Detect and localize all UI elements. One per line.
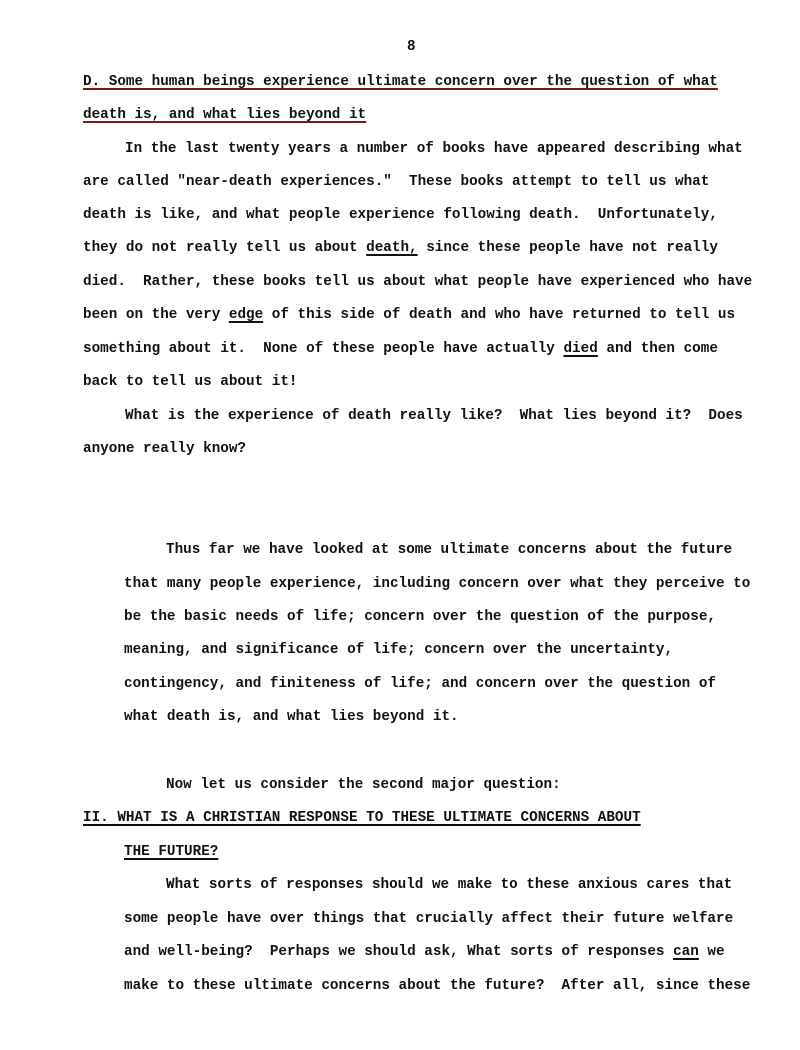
section-ii-p1-line-3 [124, 943, 725, 961]
text-run: they do not really tell us about [83, 240, 367, 256]
section-d-heading-line-2: death is, and what lies beyond it [83, 107, 367, 123]
text-run: since these people have not really [417, 240, 718, 256]
summary-line-3: be the basic needs of life; concern over the question of the purpose, [124, 609, 716, 625]
section-ii-p1-line-1: What sorts of responses should we make to these anxious cares that [166, 877, 733, 893]
text-run: and then come [597, 341, 718, 357]
text-run: and well-being? Perhaps we should ask, What sorts of responses [124, 944, 674, 960]
summary-line-4: meaning, and significance of life; concern over the uncertainty, [124, 642, 674, 658]
emphasis-death: death, [366, 240, 418, 256]
section-ii-p1-line-4: make to these ultimate concerns about the future? After all, since these [124, 978, 751, 994]
summary-line-2: that many people experience, including concern over what they perceive to [124, 576, 751, 592]
summary-line-6: what death is, and what lies beyond it. [124, 709, 459, 725]
section-d-p1-line-2: are called "near-death experiences." These books attempt to tell us what [83, 174, 710, 190]
section-d-p1-line-7 [83, 340, 718, 358]
section-d-p1-line-6 [83, 306, 735, 324]
page-number: 8 [407, 39, 416, 55]
summary-line-5: contingency, and finiteness of life; and concern over the question of [124, 676, 716, 692]
section-d-p1-line-5: died. Rather, these books tell us about what people have experienced who have [83, 274, 753, 290]
section-ii-heading-line-1: II. WHAT IS A CHRISTIAN RESPONSE TO THESE ULTIMATE CONCERNS ABOUT [83, 810, 641, 826]
section-d-p1-line-1: In the last twenty years a number of books have appeared describing what [125, 141, 743, 157]
section-d-heading-line-1: D. Some human beings experience ultimate concern over the question of what [83, 74, 718, 90]
section-ii-heading-line-2: THE FUTURE? [124, 844, 219, 860]
emphasis-edge: edge [228, 307, 264, 323]
emphasis-died: died [563, 341, 598, 357]
section-d-p1-line-3: death is like, and what people experience following death. Unfortunately, [83, 207, 718, 223]
transition-line: Now let us consider the second major question: [166, 777, 561, 793]
text-run: we [698, 944, 725, 960]
emphasis-can: can [673, 944, 699, 960]
text-run: been on the very [83, 307, 229, 323]
section-ii-p1-line-2: some people have over things that crucially affect their future welfare [124, 911, 734, 927]
section-d-p1-line-4 [83, 239, 718, 257]
section-d-p1-line-8: back to tell us about it! [83, 374, 298, 390]
summary-line-1: Thus far we have looked at some ultimate concerns about the future [166, 542, 733, 558]
text-run: of this side of death and who have returned to tell us [263, 307, 736, 323]
section-d-p2-line-1: What is the experience of death really like? What lies beyond it? Does [125, 408, 743, 424]
section-d-p2-line-2: anyone really know? [83, 441, 247, 457]
text-run: something about it. None of these people have actually [83, 341, 564, 357]
